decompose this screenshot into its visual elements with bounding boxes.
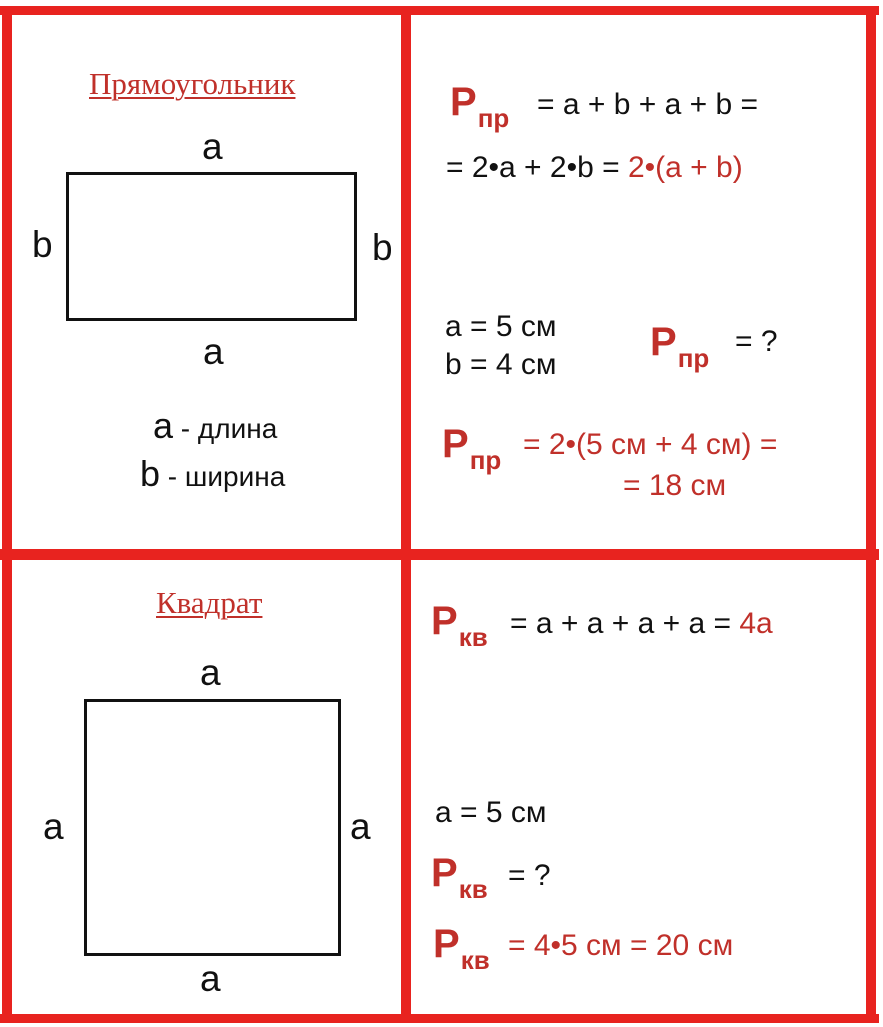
square-question: = ? xyxy=(508,859,551,892)
square-side-left-label: a xyxy=(43,806,64,847)
perimeter-square-symbol-2: $P_{кв}$ xyxy=(431,851,488,904)
rect-formula-line2 xyxy=(446,153,743,183)
square-side-bottom-label: a xyxy=(200,958,221,999)
rect-solution-line2: = 18 см xyxy=(623,469,727,502)
frame-divider-horizontal xyxy=(0,549,879,560)
rect-given-a: a = 5 см xyxy=(445,310,557,343)
legend-width-letter: b xyxy=(140,453,161,494)
rect-question: = ? xyxy=(735,325,778,358)
frame-left xyxy=(2,6,12,1023)
perimeter-rect-symbol-2: $P_{пр}$ xyxy=(650,320,710,373)
legend-length-letter: a xyxy=(153,405,174,446)
rect-solution-line1: = 2•(5 см + 4 см) = xyxy=(523,428,778,461)
rect-formula-line1: = a + b + a + b = xyxy=(537,88,759,121)
perimeter-rect-symbol-3: $P_{пр}$ xyxy=(442,422,502,475)
perimeter-square-symbol-1: $P_{кв}$ xyxy=(431,599,488,652)
square-formula xyxy=(510,609,773,639)
square-formula-red: 4a xyxy=(739,607,773,640)
rectangle-shape xyxy=(66,172,357,321)
legend-width-desc: - ширина xyxy=(160,461,286,492)
rectangle-title: Прямоугольник xyxy=(89,66,296,101)
frame-bottom xyxy=(0,1014,879,1023)
legend-length-desc: - длина xyxy=(173,413,278,444)
rect-formula-line2-black: = 2•a + 2•b = xyxy=(446,151,628,184)
square-solution: = 4•5 см = 20 см xyxy=(508,929,734,962)
rect-side-bottom-label: a xyxy=(203,331,224,372)
rect-formula-line2-red: 2•(a + b) xyxy=(627,151,743,184)
square-shape xyxy=(84,699,341,956)
rect-given-b: b = 4 см xyxy=(445,348,557,381)
perimeter-rect-symbol-1: $P_{пр}$ xyxy=(450,80,510,133)
square-side-right-label: a xyxy=(350,806,371,847)
perimeter-square-symbol-3: $P_{кв}$ xyxy=(433,922,490,975)
square-title: Квадрат xyxy=(156,585,263,620)
rect-side-left-label: b xyxy=(32,224,53,265)
rect-side-top-label: a xyxy=(202,126,223,167)
frame-divider-vertical xyxy=(401,6,411,1023)
square-side-top-label: a xyxy=(200,652,221,693)
square-given-a: a = 5 см xyxy=(435,796,547,829)
frame-top xyxy=(0,6,879,15)
frame-right xyxy=(866,6,876,1023)
rect-side-right-label: b xyxy=(372,227,393,268)
legend-length xyxy=(153,405,278,446)
legend-width xyxy=(140,453,286,494)
square-formula-black: = a + a + a + a = xyxy=(510,607,740,640)
